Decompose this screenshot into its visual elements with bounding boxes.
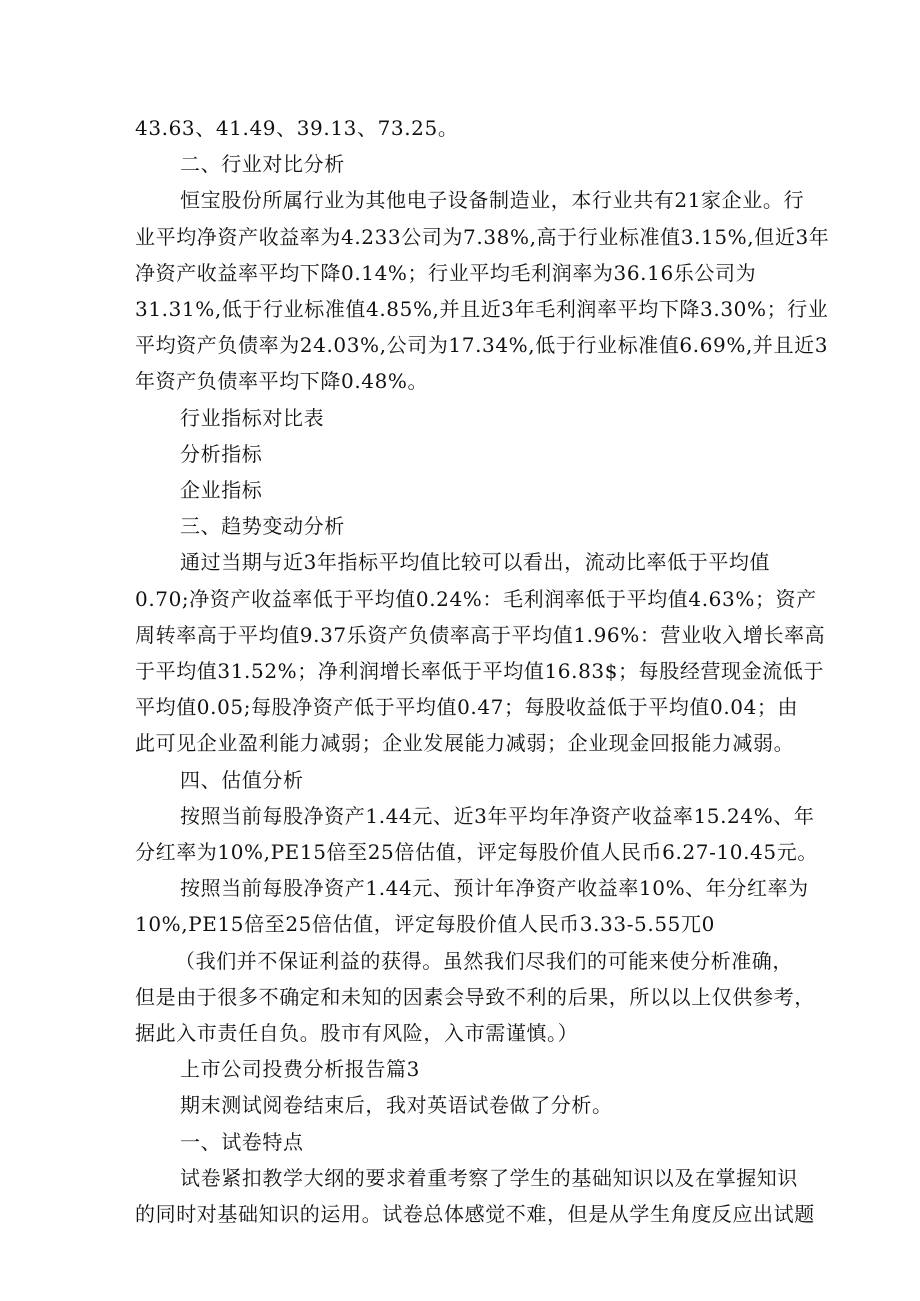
text-line: 31.31%,低于行业标准值4.85%,并且近3年毛利润率平均下降3.30%；行业 [135, 297, 829, 322]
text-line: 此可见企业盈利能力减弱；企业发展能力减弱；企业现金回报能力减弱。 [135, 731, 795, 756]
table-caption: 行业指标对比表 [180, 405, 325, 430]
table-label: 分析指标 [180, 441, 263, 466]
text-line: 0.70;净资产收益率低于平均值0.24%：毛利润率低于平均值4.63%；资产 [135, 586, 817, 611]
document-body [135, 110, 830, 1232]
table-label: 企业指标 [180, 478, 263, 503]
text-line: 通过当期与近3年指标平均值比较可以看出，流动比率低于平均值 [180, 550, 771, 575]
disclaimer-line: 但是由于很多不确定和未知的因素会导致不利的后果，所以以上仅供参考， [135, 984, 815, 1009]
text-line: 于平均值31.52%；净利润增长率低于平均值16.83$；每股经营现金流低于 [135, 659, 825, 684]
text-line: 年资产负债率平均下降0.48%。 [135, 369, 429, 394]
disclaimer-line: 据此入市责任自负。股市有风险，入市需谨慎。） [135, 1021, 579, 1046]
text-line: 43.63、41.49、39.13、73.25。 [135, 116, 459, 140]
text-line: 业平均净资产收益率为4.233公司为7.38%,高于行业标准值3.15%,但近3年 [135, 224, 830, 249]
disclaimer-line: （我们并不保证利益的获得。虽然我们尽我们的可能来使分析准确， [175, 948, 793, 973]
text-line: 平均值0.05;每股净资产低于平均值0.47；每股收益低于平均值0.04；由 [135, 695, 799, 720]
article-title: 上市公司投费分析报告篇3 [180, 1057, 420, 1082]
text-line: 期末测试阅卷结束后，我对英语试卷做了分析。 [180, 1093, 613, 1118]
text-line: 净资产收益率平均下降0.14%；行业平均毛利润率为36.16乐公司为 [135, 260, 757, 285]
text-line: 10%,PE15倍至25倍估值，评定每股价值人民币3.33-5.55兀0 [135, 912, 715, 937]
text-line: 分红率为10%,PE15倍至25倍估值，评定每股价值人民币6.27-10.45元。 [135, 840, 818, 865]
text-line: 平均资产负债率为24.03%,公司为17.34%,低于行业标准值6.69%,并且近3 [135, 333, 829, 358]
section-heading: 三、趋势变动分析 [180, 514, 345, 539]
text-line: 的同时对基础知识的运用。试卷总体感觉不难，但是从学生角度反应出试题 [135, 1202, 815, 1227]
section-heading: 一、试卷特点 [180, 1129, 304, 1154]
text-line: 按照当前每股净资产1.44元、预计年净资产收益率10%、年分红率为 [180, 876, 809, 901]
text-line: 按照当前每股净资产1.44元、近3年平均年净资产收益率15.24%、年 [180, 803, 815, 828]
text-line: 周转率高于平均值9.37乐资产负债率高于平均值1.96%：营业收入增长率高 [135, 622, 826, 647]
text-line: 恒宝股份所属行业为其他电子设备制造业，本行业共有21家企业。行 [180, 188, 805, 213]
text-line: 试卷紧扣教学大纲的要求着重考察了学生的基础知识以及在掌握知识 [180, 1165, 798, 1190]
section-heading: 二、行业对比分析 [180, 152, 345, 177]
section-heading: 四、估值分析 [180, 767, 304, 792]
